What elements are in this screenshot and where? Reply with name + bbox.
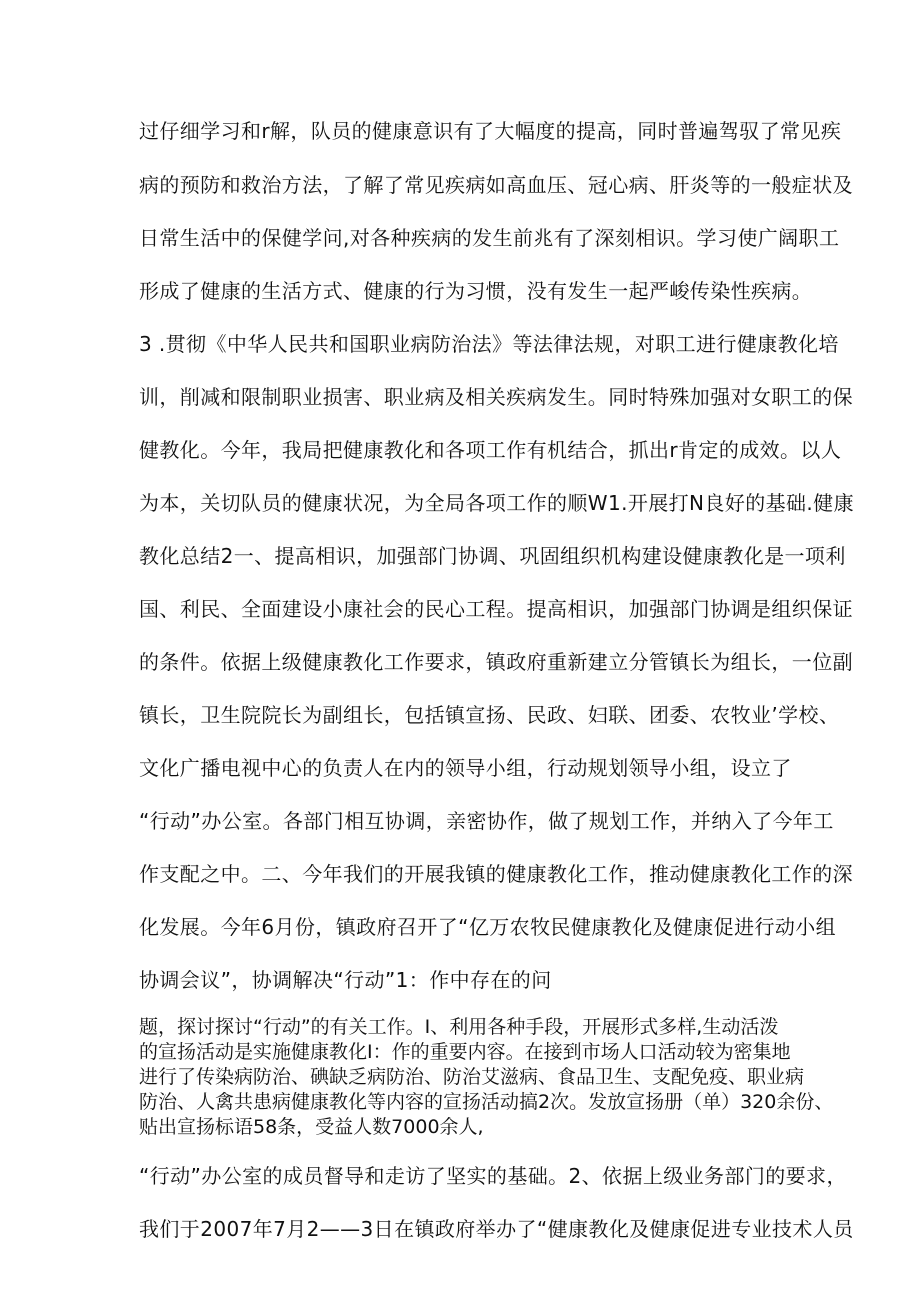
paragraph-line: 的条件。依据上级健康教化工作要求，镇政府重新建立分管镇长为组长，一位副 bbox=[139, 650, 853, 674]
paragraph-line: 协调会议”，协调解决“行动”1：作中存在的问 bbox=[139, 968, 552, 992]
paragraph-line: 健教化。今年，我局把健康教化和各项工作有机结合，抓出r肯定的成效。以人 bbox=[139, 438, 842, 462]
paragraph-line: 镇长，卫生院院长为副组长，包括镇宣扬、民政、妇联、团委、农牧业’学校、 bbox=[139, 703, 840, 727]
paragraph-line: 训，削减和限制职业损害、职业病及相关疾病发生。同时特殊加强对女职工的保 bbox=[139, 385, 853, 409]
paragraph-line: 防治、人禽共患病健康教化等内容的宣扬活动搞2次。发放宣扬册（单）320余份、 bbox=[139, 1091, 834, 1113]
paragraph-line: 文化广播电视中心的负责人在内的领导小组，行动规划领导小组，设立了 bbox=[139, 756, 792, 780]
paragraph-line: 为本，关切队员的健康状况，为全局各项工作的顺W1.开展打N良好的基础.健康 bbox=[139, 491, 854, 515]
paragraph-line: 形成了健康的生活方式、健康的行为习惯，没有发生一起严峻传染性疾病。 bbox=[139, 279, 813, 303]
paragraph-line: 贴出宣扬标语58条，受益人数7000余人, bbox=[139, 1116, 484, 1138]
paragraph-line: 教化总结2一、提高相识，加强部门协调、巩固组织机构建设健康教化是一项利 bbox=[139, 544, 846, 568]
paragraph-line: 化发展。今年6月份，镇政府召开了“亿万农牧民健康教化及健康促进行动小组 bbox=[139, 915, 837, 939]
paragraph-line: 过仔细学习和r解，队员的健康意识有了大幅度的提高，同时普遍驾驭了常见疾 bbox=[139, 119, 842, 143]
paragraph-line: 国、利民、全面建设小康社会的民心工程。提高相识，加强部门协调是组织保证 bbox=[139, 597, 853, 621]
paragraph-line: 病的预防和救治方法，了解了常见疾病如高血压、冠心病、肝炎等的一般症状及 bbox=[139, 173, 853, 197]
paragraph-line: 我们于2007年7月2——3日在镇政府举办了“健康教化及健康促进专业技术人员 bbox=[139, 1217, 854, 1241]
paragraph-line: 题，探讨探讨“行动”的有关工作。I、利用各种手段，开展形式多样,生动活泼 bbox=[139, 1016, 779, 1038]
paragraph-line: 3 .贯彻《中华人民共和国职业病防治法》等法律法规，对职工进行健康教化培 bbox=[139, 332, 839, 356]
paragraph-line: 的宣扬活动是实施健康教化I：作的重要内容。在接到市场人口活动较为密集地 bbox=[139, 1041, 791, 1063]
paragraph-line: 作支配之中。二、今年我们的开展我镇的健康教化工作，推动健康教化工作的深 bbox=[139, 862, 853, 886]
paragraph-line: “行动”办公室的成员督导和走访了坚实的基础。2、依据上级业务部门的要求， bbox=[139, 1164, 847, 1188]
paragraph-line: “行动”办公室。各部门相互协调，亲密协作，做了规划工作，并纳入了今年工 bbox=[139, 809, 834, 833]
paragraph-line: 日常生活中的保健学问,对各种疾病的发生前兆有了深刻相识。学习使广阔职工 bbox=[139, 226, 840, 250]
paragraph-line: 进行了传染病防治、碘缺乏病防治、防治艾滋病、食品卫生、支配免疫、职业病 bbox=[139, 1066, 805, 1088]
